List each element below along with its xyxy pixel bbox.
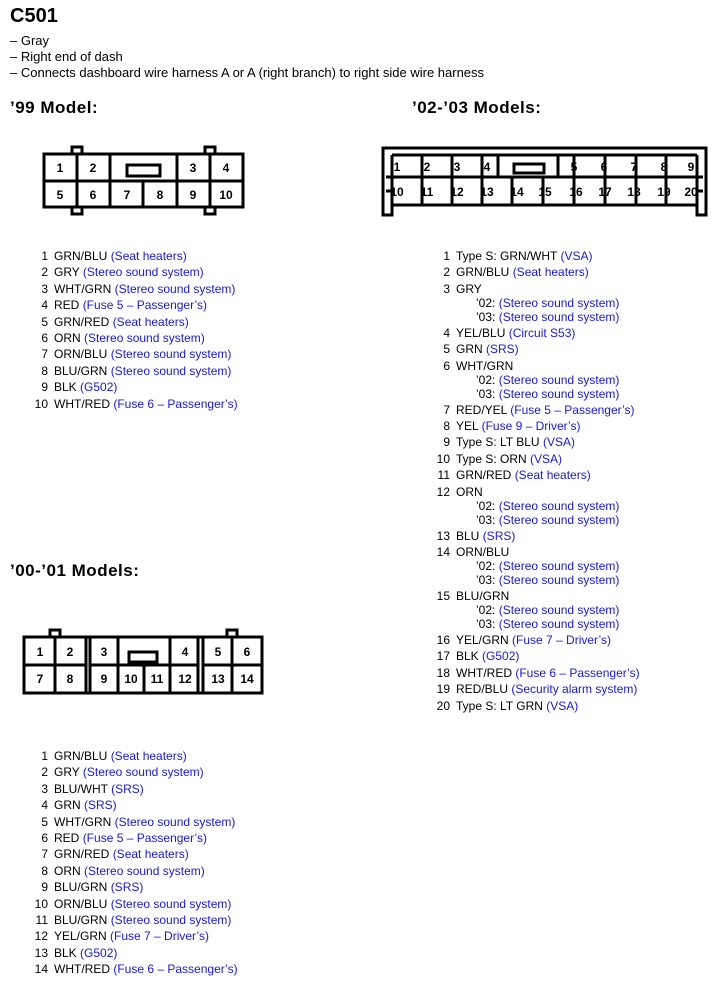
circuit-link[interactable]: (VSA) [530,451,563,466]
wire-color: WHT/RED [54,396,110,411]
wire-color: ORN/BLU [54,896,108,911]
pin-number: 3 [41,281,48,296]
wire-color: WHT/RED [54,962,110,977]
circuit-link[interactable]: (Stereo sound system) [110,347,232,362]
pin-subrow [476,573,619,587]
pin-label: 2 [423,160,431,174]
wire-color: RED [54,831,80,845]
pin-number: 11 [437,468,450,483]
circuit-link[interactable]: (Stereo sound system) [498,512,620,527]
pin-label: 3 [453,160,461,174]
circuit-link[interactable]: (Seat heaters) [112,314,189,329]
pin-label: 7 [630,160,638,174]
circuit-link[interactable]: (Seat heaters) [110,249,187,263]
circuit-link[interactable]: (Stereo sound system) [114,281,236,296]
pin-label: 12 [178,672,192,686]
wire-color: Type S: LT GRN [456,698,543,713]
pin-list-99 [20,249,350,419]
pin-label: 17 [598,185,612,199]
pin-number: 15 [436,589,450,603]
pin-number: 5 [41,814,48,829]
description-line: – Gray [10,33,50,48]
pin-number: 3 [41,781,48,796]
pin-label: 20 [684,185,698,199]
pin-number: 8 [443,419,450,433]
wire-color: RED [54,298,80,313]
connector-title: C501 [10,5,58,27]
circuit-link[interactable]: (G502) [482,649,520,664]
wire-color: GRN/RED [456,468,512,483]
wire-color: GRN/RED [54,314,110,329]
pin-number: 6 [443,358,450,373]
wire-color: GRN/BLU [54,749,108,763]
wire-color: ORN [456,484,483,499]
circuit-link[interactable]: (Stereo sound system) [82,265,204,280]
wire-color: BLU [456,528,480,543]
circuit-link[interactable]: (Fuse 7 – Driver’s) [512,633,611,647]
wire-color: GRN/RED [54,847,110,862]
pin-number: 17 [436,649,450,664]
pin-number: 19 [436,682,450,697]
pin-label: 15 [538,185,552,199]
circuit-link[interactable]: (G502) [80,945,118,960]
pin-number: 9 [443,435,450,450]
model-year: ’03: [476,386,496,401]
heading-02-03-models: ’02-’03 Models: [412,98,542,117]
wire-color: Type S: LT BLU [456,435,540,450]
pin-number: 11 [35,913,48,927]
wire-color: YEL [456,419,479,433]
pin-number: 8 [41,863,48,878]
wire-color: GRY [54,765,80,780]
wire-color: RED/BLU [456,682,509,697]
pin-number: 13 [436,528,450,543]
wire-color: BLU/GRN [456,589,510,603]
pin-number: 12 [436,484,450,499]
wire-color: GRN/BLU [54,249,108,263]
wire-color: BLK [54,380,77,395]
circuit-link[interactable]: (Stereo sound system) [498,573,620,587]
wire-color: WHT/GRN [54,814,112,829]
pin-number: 3 [443,281,450,296]
pin-number: 18 [436,665,450,680]
pin-label: 1 [56,161,64,175]
circuit-link[interactable]: (Stereo sound system) [498,295,620,310]
model-year: ’03: [476,573,496,587]
pin-number: 14 [34,962,48,977]
pin-label: 16 [569,185,583,199]
pin-label: 2 [89,161,97,175]
connector-00-01-diagram [20,625,268,700]
pin-label: 3 [189,161,197,175]
circuit-link[interactable]: (Stereo sound system) [110,363,232,378]
pin-label: 9 [100,672,108,686]
circuit-link[interactable]: (Stereo sound system) [498,372,620,387]
wire-color: BLU/GRN [54,913,108,927]
pin-label: 18 [627,185,641,199]
circuit-link[interactable]: (Fuse 7 – Driver’s) [110,929,209,944]
circuit-link[interactable]: (Fuse 6 – Passenger’s) [113,396,238,411]
model-year: ’02: [476,559,496,573]
pin-number: 7 [41,847,48,862]
wire-color: YEL/GRN [54,929,107,944]
pin-number: 2 [41,265,48,280]
wire-color: ORN [54,863,81,878]
pin-label: 6 [243,645,251,659]
pin-label: 12 [450,185,464,199]
circuit-link[interactable]: (Circuit S53) [508,325,576,340]
pin-list-02-03 [422,249,712,719]
pin-label: 14 [240,672,254,686]
pin-label: 8 [660,160,668,174]
pin-subrow [476,373,619,387]
pin-label: 5 [214,645,222,659]
pin-subrow [476,310,619,324]
circuit-link[interactable]: (VSA) [542,435,575,450]
pin-number: 13 [34,945,48,960]
wire-color: Type S: GRN/WHT [456,249,558,263]
circuit-link[interactable]: (SRS) [111,781,144,796]
pin-subrow [476,603,619,617]
circuit-link[interactable]: (VSA) [546,698,579,713]
wire-color: GRN [456,342,483,357]
wire-color: BLU/WHT [54,781,108,796]
model-year: ’03: [476,617,496,631]
circuit-link[interactable]: (Stereo sound system) [498,603,620,617]
pin-number: 4 [41,298,48,313]
circuit-link[interactable]: (Stereo sound system) [498,386,620,401]
circuit-link[interactable]: (SRS) [110,880,144,895]
pin-label: 7 [36,672,44,686]
pin-list-00-01 [20,749,350,979]
wire-color: GRY [456,281,482,296]
wire-color: WHT/GRN [456,358,514,373]
pin-number: 10 [34,396,48,411]
pin-label: 14 [510,185,524,199]
circuit-link[interactable]: (SRS) [84,798,117,813]
pin-subrow [476,387,619,401]
circuit-link[interactable]: (Stereo sound system) [498,617,620,631]
circuit-link[interactable]: (Stereo sound system) [498,559,620,573]
pin-number: 7 [41,347,48,362]
pin-number: 5 [41,314,48,329]
wire-color: YEL/GRN [456,633,509,647]
wire-color: ORN [54,331,81,345]
circuit-link[interactable]: (Stereo sound system) [498,309,620,324]
heading-99-model: ’99 Model: [10,98,99,117]
connector-99-diagram [40,143,248,218]
pin-label: 5 [570,160,578,174]
pin-label: 13 [211,672,225,686]
circuit-link[interactable]: (SRS) [482,528,516,543]
pin-number: 7 [443,402,450,417]
pin-label: 5 [56,188,64,202]
pin-label: 4 [181,645,189,659]
pin-number: 10 [34,896,48,911]
pin-label: 10 [124,672,138,686]
model-year: ’02: [476,603,496,617]
pin-number: 8 [41,363,48,378]
circuit-link[interactable]: (Seat heaters) [112,847,189,862]
circuit-link[interactable]: (Stereo sound system) [498,498,620,513]
connector-description [10,33,484,81]
pin-label: 10 [219,188,233,202]
pin-subrow [476,559,619,573]
pin-number: 4 [443,325,450,340]
model-year: ’03: [476,512,496,527]
wire-color: BLU/GRN [54,363,108,378]
circuit-link[interactable]: (Stereo sound system) [114,814,236,829]
description-line: – Connects dashboard wire harness A or A (right branch) to right side wire harness [10,65,485,80]
model-year: ’02: [476,372,496,387]
pin-label: 10 [390,185,404,199]
pin-number: 5 [443,342,450,357]
pin-number: 10 [436,451,450,466]
pin-label: 2 [66,645,74,659]
pin-number: 14 [436,545,450,559]
pin-label: 9 [189,188,197,202]
pin-label: 6 [600,160,608,174]
circuit-link[interactable]: (Security alarm system) [511,682,638,697]
pin-label: 6 [89,188,97,202]
pin-label: 4 [483,160,491,174]
description-line: – Right end of dash [10,49,123,64]
pin-number: 1 [41,249,48,263]
circuit-link[interactable]: (Stereo sound system) [84,331,205,345]
wire-color: ORN/BLU [456,545,510,559]
model-year: ’02: [476,295,496,310]
pin-label: 1 [393,160,401,174]
pin-subrow [476,617,619,631]
pin-label: 3 [100,645,108,659]
wire-color: YEL/BLU [456,325,506,340]
circuit-link[interactable]: (Stereo sound system) [82,765,204,780]
wire-color: BLK [456,649,479,664]
pin-label: 13 [480,185,494,199]
pin-number: 6 [41,331,48,345]
pin-number: 1 [443,249,450,263]
wire-color: Type S: ORN [456,451,527,466]
pin-number: 1 [41,749,48,763]
pin-number: 4 [41,798,48,813]
circuit-link[interactable]: (Stereo sound system) [84,863,205,878]
pin-label: 8 [66,672,74,686]
pin-number: 16 [436,633,450,647]
circuit-link[interactable]: (Seat heaters) [514,468,591,483]
circuit-link[interactable]: (Seat heaters) [110,749,187,763]
model-year: ’03: [476,309,496,324]
circuit-link[interactable]: (Seat heaters) [512,265,589,280]
wire-color: GRY [54,265,80,280]
wire-color: BLU/GRN [54,880,108,895]
pin-subrow [476,513,619,527]
pin-number: 9 [41,380,48,395]
heading-00-01-models: ’00-’01 Models: [10,561,140,580]
circuit-link[interactable]: (Fuse 5 – Passenger’s) [82,831,207,845]
circuit-link[interactable]: (Fuse 5 – Passenger’s) [82,298,207,313]
pin-subrow [476,499,619,513]
wire-color: ORN/BLU [54,347,108,362]
circuit-link[interactable]: (Stereo sound system) [110,896,232,911]
wire-color: WHT/RED [456,665,512,680]
pin-number: 6 [41,831,48,845]
wire-color: WHT/GRN [54,281,112,296]
wire-color: RED/YEL [456,402,507,417]
pin-label: 11 [150,672,164,686]
circuit-link[interactable]: (Stereo sound system) [110,913,232,927]
pin-label: 11 [420,185,434,199]
pin-label: 1 [36,645,44,659]
pin-number: 12 [34,929,48,944]
pin-number: 9 [41,880,48,895]
pin-number: 2 [41,765,48,780]
wire-color: BLK [54,945,77,960]
pin-number: 2 [443,265,450,280]
wire-color: GRN [54,798,81,813]
circuit-link[interactable]: (Fuse 9 – Driver’s) [481,419,581,433]
pin-label: 9 [687,160,695,174]
circuit-link[interactable]: (Fuse 5 – Passenger’s) [510,402,635,417]
pin-number: 20 [436,698,450,713]
pin-label: 8 [156,188,164,202]
pin-label: 19 [657,185,671,199]
pin-subrow [476,296,619,310]
pin-label: 4 [222,161,230,175]
model-year: ’02: [476,498,496,513]
circuit-link[interactable]: (Fuse 6 – Passenger’s) [113,962,238,977]
circuit-link[interactable]: (SRS) [486,342,519,357]
connector-02-03-diagram [380,145,710,220]
wire-color: GRN/BLU [456,265,510,280]
pin-label: 7 [123,188,131,202]
circuit-link[interactable]: (VSA) [560,249,593,263]
circuit-link[interactable]: (Fuse 6 – Passenger’s) [515,665,640,680]
circuit-link[interactable]: (G502) [80,380,118,395]
